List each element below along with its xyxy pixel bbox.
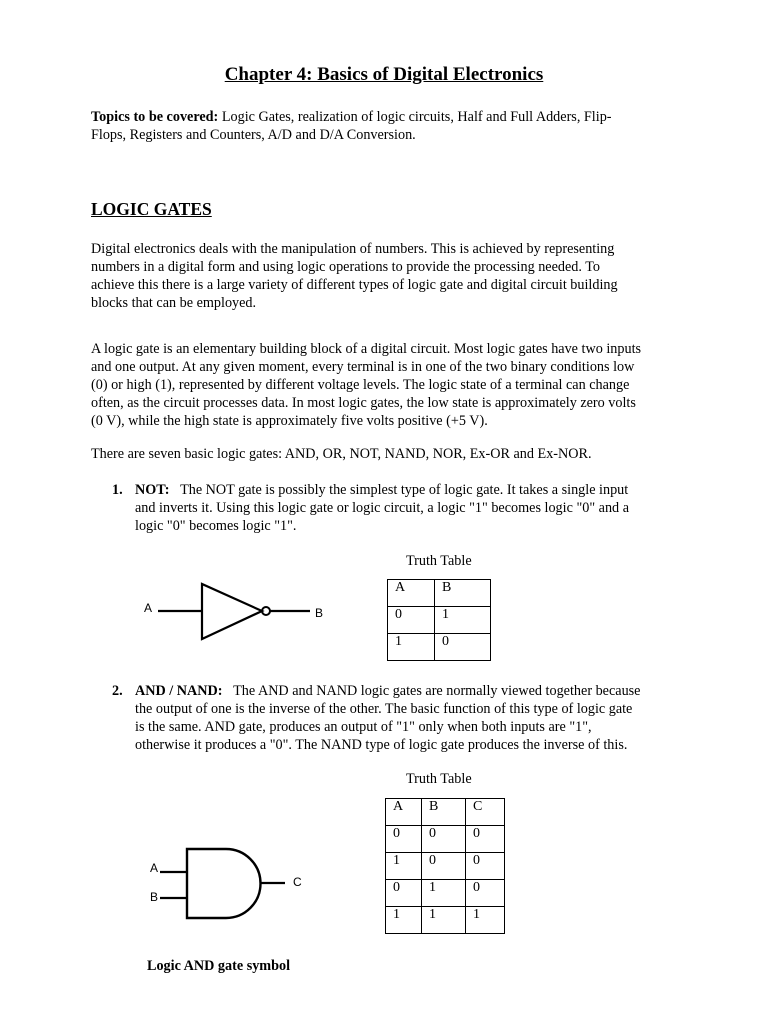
item-2-line: is the same. AND gate, produces an output of "1" only when both inputs are "1", <box>135 719 592 735</box>
table-row <box>386 907 505 934</box>
intro-line: Digital electronics deals with the manipulation of numbers. This is achieved by representing <box>91 241 615 257</box>
topics-paragraph <box>91 108 612 144</box>
item-1-label: NOT: <box>135 482 170 498</box>
intro-line: blocks that can be employed. <box>91 295 257 311</box>
intro-line: achieve this there is a large variety of different types of logic gate and digital circuit building <box>91 277 618 293</box>
topics-label: Topics to be covered: <box>91 109 219 125</box>
logic-gate-line: A logic gate is an elementary building block of a digital circuit. Most logic gates have two inputs <box>91 341 642 357</box>
item-2-line: otherwise it produces a "0". The NAND type of logic gate produces the inverse of this. <box>135 737 628 753</box>
table-cell: 0 <box>386 880 422 907</box>
item-1-text <box>135 481 629 535</box>
table-cell: A <box>388 580 435 607</box>
logic-gate-line: (0) or high (1), represented by different voltage levels. The logic state of a terminal can change <box>91 377 630 393</box>
item-1-line: The NOT gate is possibly the simplest type of logic gate. It takes a single input <box>180 482 629 498</box>
table-cell: B <box>435 580 491 607</box>
logic-gate-line: often, as the circuit processes data. In most logic gates, the low state is approximately zero volts <box>91 395 636 411</box>
page-title: Chapter 4: Basics of Digital Electronics <box>224 64 544 85</box>
table-cell: 1 <box>466 907 505 934</box>
table-cell: 1 <box>388 634 435 661</box>
item-2-line: the output of one is the inverse of the other. The basic function of this type of logic gate <box>135 701 633 717</box>
logic-gate-line: and one output. At any given moment, every terminal is in one of the two binary conditions low <box>91 359 635 375</box>
and-gate-caption: Logic AND gate symbol <box>147 958 291 974</box>
table-cell: C <box>466 799 505 826</box>
seven-gates-sentence: There are seven basic logic gates: AND, OR, NOT, NAND, NOR, Ex-OR and Ex-NOR. <box>91 446 592 462</box>
table-cell: 0 <box>422 853 466 880</box>
and-gate-symbol <box>150 840 300 930</box>
and-truth-table <box>385 798 505 934</box>
table-cell: 0 <box>466 853 505 880</box>
and-gate-input-a-label: A <box>150 861 159 875</box>
table-cell: 1 <box>422 880 466 907</box>
logic-gate-line: (0 V), while the high state is approximately five volts positive (+5 V). <box>91 413 488 429</box>
table-cell: 0 <box>466 880 505 907</box>
table-cell: 1 <box>386 853 422 880</box>
not-truth-table <box>387 579 491 661</box>
item-2-line: The AND and NAND logic gates are normally viewed together because <box>233 683 641 699</box>
table-row <box>386 826 505 853</box>
item-2-number: 2. <box>112 683 123 699</box>
and-gate-input-b-label: B <box>150 890 159 904</box>
and-gate-output-label: C <box>293 875 302 889</box>
not-truth-table-caption: Truth Table <box>406 553 472 569</box>
topics-line-1: Logic Gates, realization of logic circuits, Half and Full Adders, Flip- <box>218 109 612 125</box>
table-row <box>386 799 505 826</box>
table-cell: 0 <box>386 826 422 853</box>
not-gate-symbol <box>140 575 340 650</box>
table-row <box>388 607 491 634</box>
table-row <box>388 634 491 661</box>
intro-line: numbers in a digital form and using logic operations to provide the processing needed. To <box>91 259 600 275</box>
intro-paragraph <box>91 240 618 312</box>
table-cell: 1 <box>435 607 491 634</box>
table-cell: 0 <box>422 826 466 853</box>
table-cell: 0 <box>388 607 435 634</box>
section-heading: LOGIC GATES <box>91 199 212 219</box>
table-row <box>388 580 491 607</box>
table-cell: B <box>422 799 466 826</box>
table-cell: A <box>386 799 422 826</box>
item-1-line: logic "0" becomes logic "1". <box>135 518 297 534</box>
logic-gate-paragraph <box>91 340 641 430</box>
table-cell: 0 <box>466 826 505 853</box>
item-1-line: and inverts it. Using this logic gate or logic circuit, a logic "1" becomes logic "0" and a <box>135 500 629 516</box>
table-row <box>386 853 505 880</box>
table-row <box>386 880 505 907</box>
topics-line-2: Flops, Registers and Counters, A/D and D/A Conversion. <box>91 127 416 143</box>
and-truth-table-caption: Truth Table <box>406 771 472 787</box>
item-2-label: AND / NAND: <box>135 683 223 699</box>
table-cell: 1 <box>422 907 466 934</box>
item-1-number: 1. <box>112 482 123 498</box>
table-cell: 1 <box>386 907 422 934</box>
table-cell: 0 <box>435 634 491 661</box>
not-gate-output-label: B <box>315 606 324 620</box>
not-gate-input-label: A <box>144 601 153 615</box>
item-2-text <box>135 682 640 754</box>
